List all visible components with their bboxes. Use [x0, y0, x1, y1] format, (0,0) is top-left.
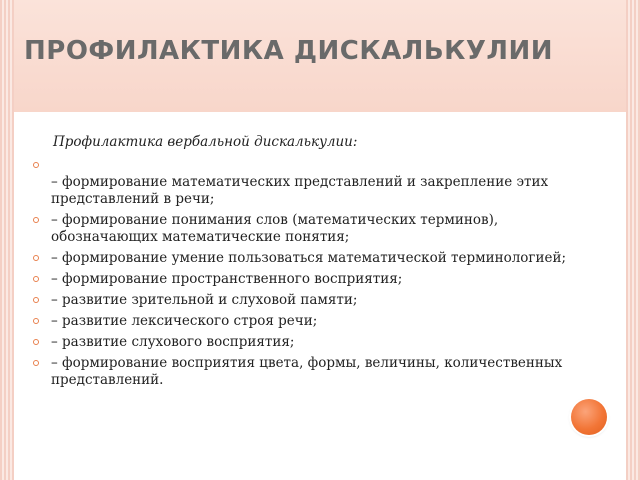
bullet-icon [33, 318, 39, 324]
list-item-text: – формирование восприятия цвета, формы, величины, количественных представлений. [51, 355, 563, 388]
list-item [33, 250, 573, 267]
list-item [33, 157, 573, 208]
list-item-text: – формирование математических представлений и закрепление этих представлений в речи; [51, 174, 549, 207]
bullet-icon [33, 297, 39, 303]
list-item-text: – развитие зрительной и слуховой памяти; [51, 292, 358, 308]
list-item [33, 271, 573, 288]
list-item [33, 313, 573, 330]
bullet-icon [33, 255, 39, 261]
right-decorative-stripe [626, 0, 640, 480]
bullet-icon [33, 276, 39, 282]
list-item [33, 355, 573, 389]
list-item-text: – развитие лексического строя речи; [51, 313, 318, 329]
list-item [33, 292, 573, 309]
list-item-text: – развитие слухового восприятия; [51, 334, 295, 350]
orange-circle-decoration-icon [571, 399, 607, 435]
empty-line [51, 157, 573, 174]
list-item [33, 212, 573, 246]
bullet-icon [33, 217, 39, 223]
list-item-text: – формирование понимания слов (математических терминов), обозначающих математические понятия; [51, 212, 499, 245]
slide-content [33, 134, 573, 393]
list-item-text: – формирование пространственного восприятия; [51, 271, 403, 287]
content-subtitle: Профилактика вербальной дискалькулии: [53, 134, 358, 150]
list-item [33, 334, 573, 351]
bullet-icon [33, 360, 39, 366]
bullet-icon [33, 162, 39, 168]
list-item-text: – формирование умение пользоваться математической терминологией; [51, 250, 567, 266]
slide-title: ПРОФИЛАКТИКА ДИСКАЛЬКУЛИИ [24, 36, 554, 66]
left-decorative-stripe [0, 0, 14, 480]
bullet-icon [33, 339, 39, 345]
